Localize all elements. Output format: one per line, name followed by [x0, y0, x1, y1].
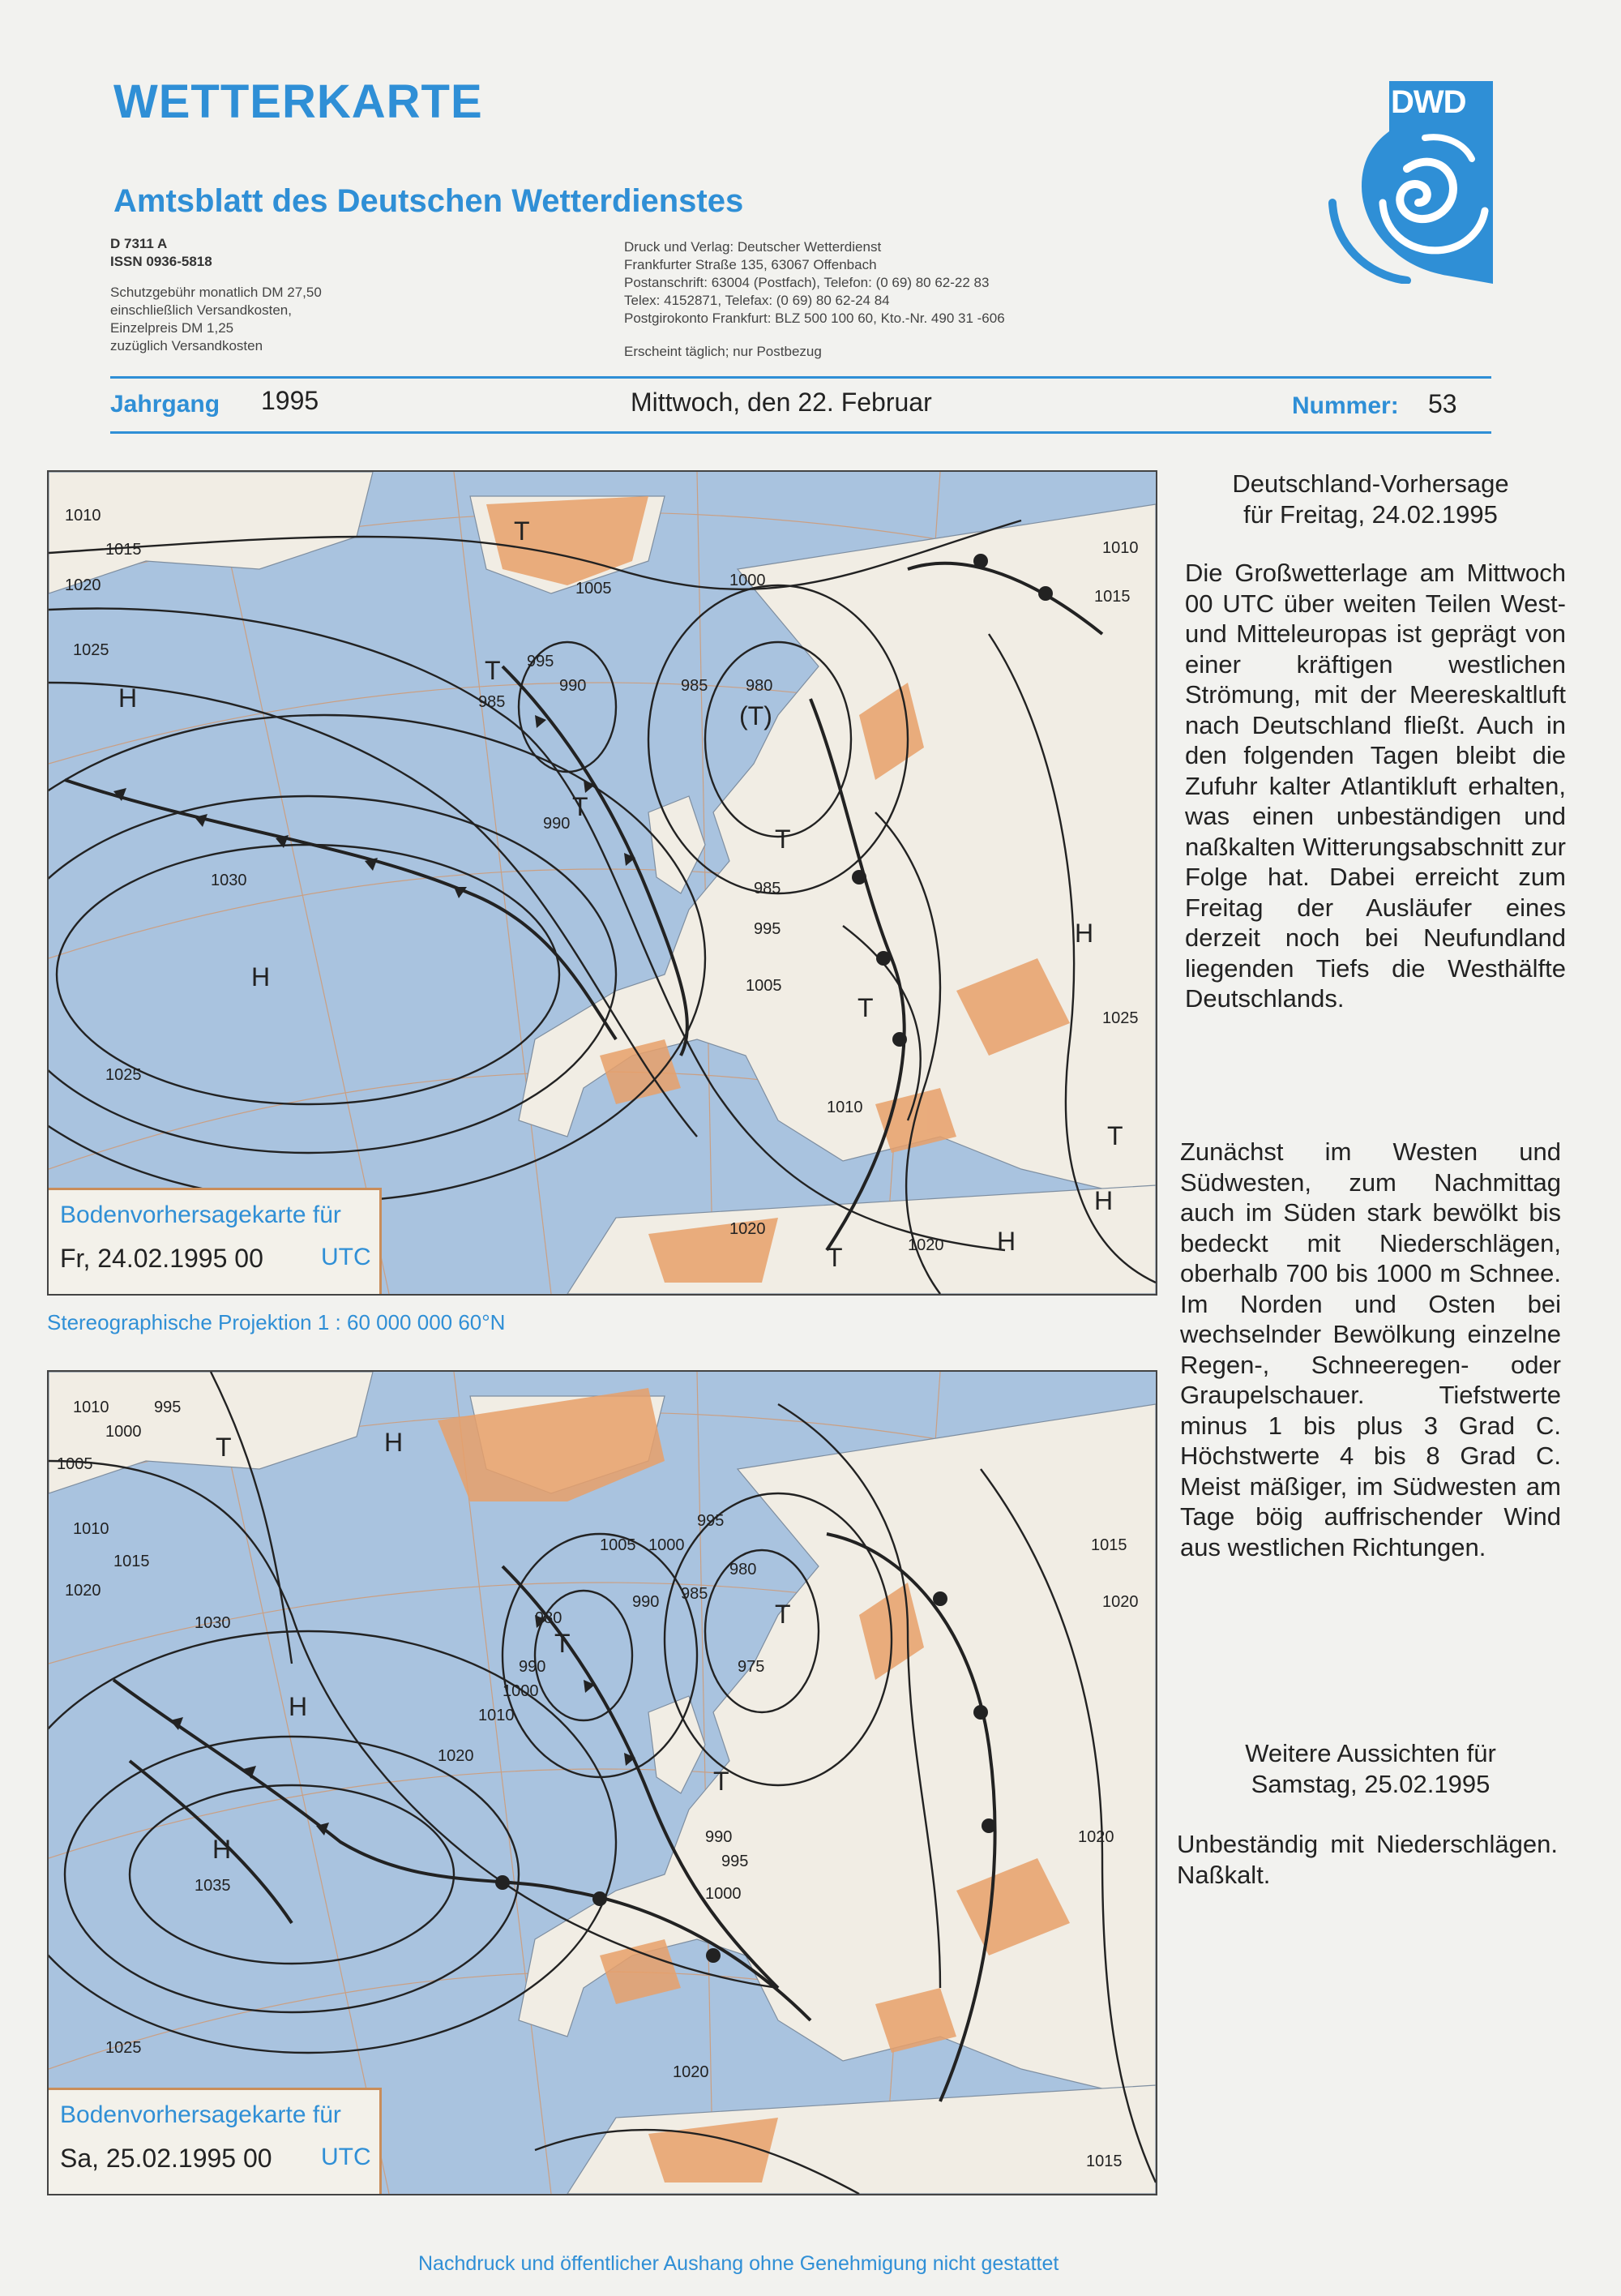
- publisher-info: [624, 238, 1005, 328]
- isobar-label: 1000: [648, 1536, 685, 1554]
- low-center: T: [216, 1433, 232, 1462]
- isobar-label: 1005: [600, 1536, 636, 1554]
- isobar-label: 995: [527, 653, 554, 670]
- publisher-line: Postgirokonto Frankfurt: BLZ 500 100 60, Kto.-Nr. 490 31 -606: [624, 311, 1005, 326]
- isobar-label: 1000: [503, 1682, 539, 1700]
- isobar-label: 1030: [195, 1614, 231, 1632]
- isobar-label: 1025: [1102, 1009, 1139, 1027]
- low-center: T: [514, 516, 530, 546]
- isobar-label: 985: [754, 880, 781, 897]
- map-caption-date: Fr, 24.02.1995 00: [60, 1244, 263, 1273]
- high-center: H: [251, 962, 271, 992]
- low-center: T: [1107, 1121, 1123, 1150]
- map-caption-utc: UTC: [321, 1244, 371, 1270]
- isobar-label: 1020: [729, 1220, 766, 1238]
- map-caption-date: Sa, 25.02.1995 00: [60, 2144, 272, 2173]
- high-center: H: [1075, 919, 1094, 948]
- high-center: H: [118, 683, 138, 713]
- fee-line: zuzüglich Versandkosten: [110, 338, 263, 353]
- publisher-line: Frankfurter Straße 135, 63067 Offenbach: [624, 257, 877, 272]
- logo-text: DWD: [1391, 84, 1466, 120]
- isobar-label: 1020: [438, 1747, 474, 1765]
- fee-line: einschließlich Versandkosten,: [110, 302, 292, 318]
- isobar-label: 1010: [73, 1399, 109, 1416]
- isobar-label: 1010: [73, 1520, 109, 1538]
- weather-map-svg: [49, 1372, 1156, 2194]
- publisher-line: Druck und Verlag: Deutscher Wetterdienst: [624, 239, 882, 255]
- high-center: H: [289, 1692, 308, 1721]
- low-center: T: [858, 993, 874, 1022]
- weather-map-svg: [49, 472, 1156, 1294]
- isobar-label: 1025: [105, 1066, 142, 1084]
- isobar-label: 990: [519, 1658, 546, 1676]
- outlook-heading-line: Samstag, 25.02.1995: [1251, 1769, 1491, 1798]
- fee-info: [110, 284, 322, 355]
- isobar-label: 990: [705, 1828, 733, 1846]
- isobar-label: 980: [729, 1561, 757, 1578]
- low-center: (T): [739, 701, 772, 730]
- page-subtitle: Amtsblatt des Deutschen Wetterdienstes: [113, 183, 744, 219]
- high-center: H: [1094, 1186, 1114, 1215]
- isobar-label: 980: [535, 1609, 562, 1627]
- isobar-label: 1000: [105, 1423, 142, 1441]
- forecast-map-saturday: [47, 1370, 1157, 2195]
- id-line: D 7311 A: [110, 236, 168, 251]
- isobar-label: 1000: [729, 572, 766, 589]
- outlook-heading: [1180, 1738, 1561, 1799]
- isobar-label: 1005: [746, 977, 782, 995]
- isobar-label: 1020: [65, 1582, 101, 1600]
- isobar-label: 1020: [1102, 1593, 1139, 1611]
- isobar-label: 1015: [1094, 588, 1131, 606]
- isobar-label: 1020: [908, 1236, 944, 1254]
- isobar-label: 985: [478, 693, 506, 711]
- low-center: T: [554, 1629, 571, 1658]
- isobar-label: 1005: [575, 580, 612, 598]
- isobar-label: 1015: [113, 1553, 150, 1570]
- high-center: H: [997, 1227, 1016, 1256]
- publisher-line: Telex: 4152871, Telefax: (0 69) 80 62-24 84: [624, 293, 890, 308]
- outlook-heading-line: Weitere Aussichten für: [1245, 1739, 1496, 1767]
- isobar-label: 1025: [105, 2039, 142, 2057]
- low-center: T: [572, 792, 588, 821]
- isobar-label: 1010: [1102, 539, 1139, 557]
- isobar-label: 985: [681, 677, 708, 695]
- isobar-label: 990: [559, 677, 587, 695]
- id-line: ISSN 0936-5818: [110, 254, 212, 269]
- outlook-text: Unbeständig mit Niederschlägen. Naßkalt.: [1177, 1830, 1558, 1889]
- low-center: T: [485, 656, 501, 685]
- isobar-label: 1025: [73, 641, 109, 659]
- footer-notice: Nachdruck und öffentlicher Aushang ohne Genehmigung nicht gestattet: [418, 2252, 1059, 2275]
- isobar-label: 1015: [1091, 1536, 1127, 1554]
- isobar-label: 990: [632, 1593, 660, 1611]
- isobar-label: 985: [681, 1585, 708, 1603]
- low-center: T: [827, 1243, 843, 1272]
- map-caption: [49, 2088, 382, 2194]
- isobar-label: 980: [746, 677, 773, 695]
- isobar-label: 1005: [57, 1455, 93, 1473]
- nummer-value: 53: [1428, 389, 1457, 418]
- forecast-heading-line: Deutschland-Vorhersage: [1232, 469, 1509, 498]
- isobar-label: 1020: [673, 2063, 709, 2081]
- page-title: WETTERKARTE: [113, 75, 483, 128]
- isobar-label: 990: [543, 815, 571, 833]
- forecast-heading-line: für Freitag, 24.02.1995: [1243, 499, 1498, 529]
- isobar-label: 1015: [1086, 2152, 1123, 2170]
- map-caption-utc: UTC: [321, 2144, 371, 2170]
- isobar-label: 1015: [105, 541, 142, 559]
- fee-line: Schutzgebühr monatlich DM 27,50: [110, 285, 322, 300]
- low-center: T: [713, 1767, 729, 1796]
- isobar-label: 975: [738, 1658, 765, 1676]
- map-caption-title: Bodenvorhersagekarte für: [60, 2101, 341, 2128]
- isobar-label: 1020: [65, 576, 101, 594]
- map-caption: [49, 1188, 382, 1294]
- isobar-label: 1010: [827, 1099, 863, 1116]
- isobar-label: 1035: [195, 1877, 231, 1895]
- high-center: H: [212, 1835, 232, 1864]
- map-caption-title: Bodenvorhersagekarte für: [60, 1202, 341, 1228]
- fee-line: Einzelpreis DM 1,25: [110, 320, 234, 336]
- low-center: T: [775, 825, 791, 854]
- isobar-label: 995: [697, 1512, 725, 1530]
- isobar-label: 1020: [1078, 1828, 1114, 1846]
- nummer-label: Nummer:: [1292, 392, 1399, 419]
- isobar-label: 995: [154, 1399, 182, 1416]
- issue-date: Mittwoch, den 22. Februar: [631, 388, 932, 417]
- projection-note: Stereographische Projektion 1 : 60 000 000 60°N: [47, 1310, 506, 1334]
- high-center: H: [384, 1428, 404, 1457]
- publisher-line: Postanschrift: 63004 (Postfach), Telefon: (0 69) 80 62-22 83: [624, 275, 990, 290]
- isobar-label: 995: [721, 1853, 749, 1870]
- isobar-label: 1010: [65, 507, 101, 525]
- appears-note: Erscheint täglich; nur Postbezug: [624, 344, 822, 359]
- header-rule-bottom: [110, 431, 1491, 434]
- forecast-map-friday: [47, 470, 1157, 1296]
- forecast-paragraph-2: Zunächst im Westen und Südwesten, zum Nachmittag auch im Süden stark bewölkt bis bedeckt mit Niederschlägen, oberhalb 700 bis 1000 m Schnee. Im Norden und Osten bei wechselnder Bewölkung einzelne Regen-, Schneeregen- oder Graupelschauer. Tiefstwerte minus 1 bis plus 3 Grad C. Höchstwerte 4 bis 8 Grad C. Meist mäßiger, im Südwesten am Tage böig auffrischender Wind aus westlichen Richtungen.: [1180, 1137, 1561, 1561]
- forecast-paragraph-1: Die Großwetterlage am Mittwoch 00 UTC über weiten Teilen West- und Mitteleuropas ist geprägt von einer kräftigen westlichen Strömung, mit der Meereskaltluft nach Deutschland fließt. Auch in den folgenden Tagen bleibt die Zufuhr kalter Atlantikluft erhalten, was einen unbeständigen und naßkalten Witterungsabschnitt zur Folge hat. Dabei erreicht zum Freitag der Ausläufer eines derzeit noch bei Neufundland liegenden Tiefs die Westhälfte Deutschlands.: [1185, 559, 1566, 1013]
- jahrgang-value: 1995: [261, 386, 319, 415]
- publication-ids: [110, 235, 212, 271]
- isobar-label: 995: [754, 920, 781, 938]
- isobar-label: 1010: [478, 1707, 515, 1724]
- jahrgang-label: Jahrgang: [110, 391, 220, 418]
- low-center: T: [775, 1600, 791, 1629]
- forecast-heading: [1180, 469, 1561, 529]
- isobar-label: 1030: [211, 872, 247, 889]
- isobar-label: 1000: [705, 1885, 742, 1903]
- header-rule-top: [110, 376, 1491, 379]
